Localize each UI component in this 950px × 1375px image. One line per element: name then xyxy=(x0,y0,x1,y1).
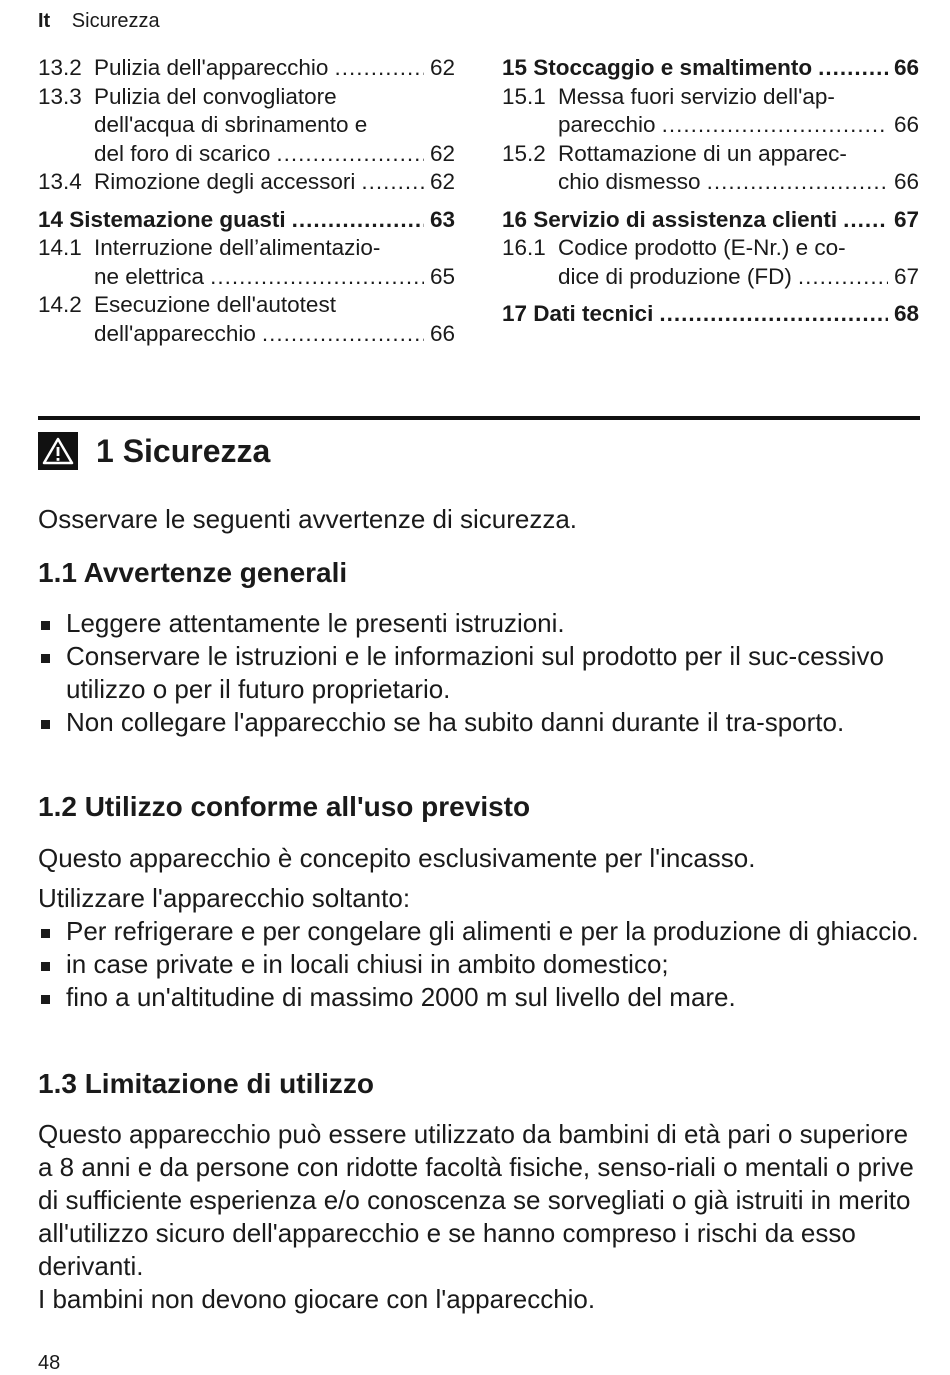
running-header xyxy=(38,10,160,33)
warning-triangle-icon xyxy=(38,432,78,470)
toc-page-number: 66 xyxy=(893,112,919,137)
toc-entry-number: 15.2 xyxy=(502,140,546,166)
toc-page-number: 66 xyxy=(893,55,919,80)
bullet-square-icon xyxy=(41,654,50,663)
bullet-square-icon xyxy=(41,962,50,971)
toc-page-number: 63 xyxy=(429,206,455,232)
toc-entry[interactable] xyxy=(38,234,455,291)
paragraph: Questo apparecchio può essere utilizzato da bambini di età pari o superiore a 8 anni e da persone con ridotte facoltà fisiche, senso-riali o mentali o prive di sufficiente esperienza e/o conoscenza se sorvegliati o già istruiti in merito all'utilizzo sicuro dell'apparecchio e se hanno compreso i rischi da esso derivanti. I bambini non devono giocare con l'apparecchio. xyxy=(38,1119,914,1314)
toc-leader-dots xyxy=(843,206,888,235)
toc-entry-text: ne elettrica xyxy=(94,263,205,289)
list-item: fino a un'altitudine di massimo 2000 m sul livello del mare. xyxy=(38,981,920,1014)
toc-page-number: 67 xyxy=(893,206,919,232)
toc-leader-dots xyxy=(292,206,424,235)
toc-entry-text: Codice prodotto (E-Nr.) e co- xyxy=(558,235,846,260)
toc-entry[interactable] xyxy=(38,291,455,348)
list-item: in case private e in locali chiusi in ambito domestico; xyxy=(38,948,920,981)
toc-leader-dots xyxy=(798,263,888,292)
page-number: 48 xyxy=(38,1352,61,1374)
toc-entry[interactable] xyxy=(38,168,455,197)
toc-leader-dots xyxy=(276,140,424,169)
toc-leader-dots xyxy=(334,54,424,83)
toc-entry-number: 13.4 xyxy=(38,169,82,194)
list-item: Per refrigerare e per congelare gli alimenti e per la produzione di ghiaccio. xyxy=(38,915,920,948)
toc-entry-text: 14 Sistemazione guasti xyxy=(38,206,286,232)
toc-leader-dots xyxy=(662,111,888,140)
toc-page-number: 67 xyxy=(893,263,919,289)
toc-entry-number: 13.3 xyxy=(38,83,82,109)
section-divider xyxy=(38,416,920,420)
toc-entry-text: Messa fuori servizio dell'ap- xyxy=(558,83,835,109)
toc-page-number: 66 xyxy=(893,169,919,194)
toc-entry-text: chio dismesso xyxy=(558,169,701,194)
language-code: It xyxy=(38,10,51,32)
toc-page-number: 66 xyxy=(429,320,455,346)
chapter-heading xyxy=(38,432,270,470)
toc-chapter-entry[interactable] xyxy=(502,54,919,83)
paragraph: Questo apparecchio è concepito esclusivamente per l'incasso. xyxy=(38,843,756,873)
bullet-square-icon xyxy=(41,621,50,630)
chapter-title: 1 Sicurezza xyxy=(96,432,271,469)
toc-entry-number: 14.2 xyxy=(38,292,82,317)
running-header-title: Sicurezza xyxy=(71,10,160,32)
toc-leader-dots xyxy=(210,263,424,292)
toc-leader-dots xyxy=(262,320,424,349)
bullet-square-icon xyxy=(41,720,50,729)
toc-chapter-entry[interactable] xyxy=(502,300,919,329)
toc-chapter-entry[interactable] xyxy=(502,206,919,235)
toc-page-number: 65 xyxy=(429,263,455,289)
list-item: Non collegare l'apparecchio se ha subito danni durante il tra-sporto. xyxy=(38,706,920,739)
bullet-square-icon xyxy=(41,995,50,1004)
toc-entry-text: Esecuzione dell'autotest xyxy=(94,292,336,317)
toc-entry-text: dell'apparecchio xyxy=(94,320,256,346)
toc-page-number: 62 xyxy=(429,140,455,166)
toc-leader-dots xyxy=(707,168,888,197)
paragraph: Utilizzare l'apparecchio soltanto: xyxy=(38,883,411,913)
toc-leader-dots xyxy=(659,300,888,329)
bullet-square-icon xyxy=(41,929,50,938)
toc-entry[interactable] xyxy=(38,83,455,169)
toc-leader-dots xyxy=(818,54,888,83)
toc-entry-number: 14.1 xyxy=(38,235,82,260)
toc-entry[interactable] xyxy=(38,54,455,83)
section-heading-1-3: 1.3 Limitazione di utilizzo xyxy=(38,1068,375,1099)
toc-entry-text: del foro di scarico xyxy=(94,140,271,166)
list-item: Leggere attentamente le presenti istruzioni. xyxy=(38,607,920,640)
toc-entry[interactable] xyxy=(502,234,919,291)
toc-chapter-entry[interactable] xyxy=(38,206,455,235)
toc-page-number: 62 xyxy=(429,169,455,194)
toc-entry-number: 16.1 xyxy=(502,235,546,260)
toc-entry-text: Interruzione dell’alimentazio- xyxy=(94,235,381,260)
toc-page-number: 68 xyxy=(893,301,919,326)
toc-entry-text: dell'acqua di sbrinamento e xyxy=(94,112,368,137)
toc-entry-text: Rottamazione di un apparec- xyxy=(558,140,847,166)
toc-entry-text: Rimozione degli accessori xyxy=(94,169,356,194)
section-heading-1-2: 1.2 Utilizzo conforme all'uso previsto xyxy=(38,791,531,822)
toc-entry-text: parecchio xyxy=(558,112,656,137)
toc-entry-number: 15.1 xyxy=(502,83,546,109)
bullet-list-intended-use xyxy=(38,915,920,1014)
toc-leader-dots xyxy=(361,168,424,197)
toc-entry[interactable] xyxy=(502,140,919,197)
toc-entry-text: dice di produzione (FD) xyxy=(558,263,792,289)
toc-entry-text: Pulizia dell'apparecchio xyxy=(94,55,329,80)
toc-column-left xyxy=(38,54,455,348)
toc-column-right xyxy=(502,54,919,329)
bullet-list-general xyxy=(38,607,920,739)
toc-page-number: 62 xyxy=(429,55,455,80)
toc-entry-text: 17 Dati tecnici xyxy=(502,301,654,326)
toc-entry-text: Pulizia del convogliatore xyxy=(94,83,337,109)
toc-entry-text: 15 Stoccaggio e smaltimento xyxy=(502,55,813,80)
toc-entry-number: 13.2 xyxy=(38,55,82,80)
intro-text: Osservare le seguenti avvertenze di sicurezza. xyxy=(38,504,578,534)
toc-entry-text: 16 Servizio di assistenza clienti xyxy=(502,206,838,232)
list-item: Conservare le istruzioni e le informazioni sul prodotto per il suc-cessivo utilizzo o per il futuro proprietario. xyxy=(38,640,920,706)
toc-entry[interactable] xyxy=(502,83,919,140)
section-heading-1-1: 1.1 Avvertenze generali xyxy=(38,557,348,588)
